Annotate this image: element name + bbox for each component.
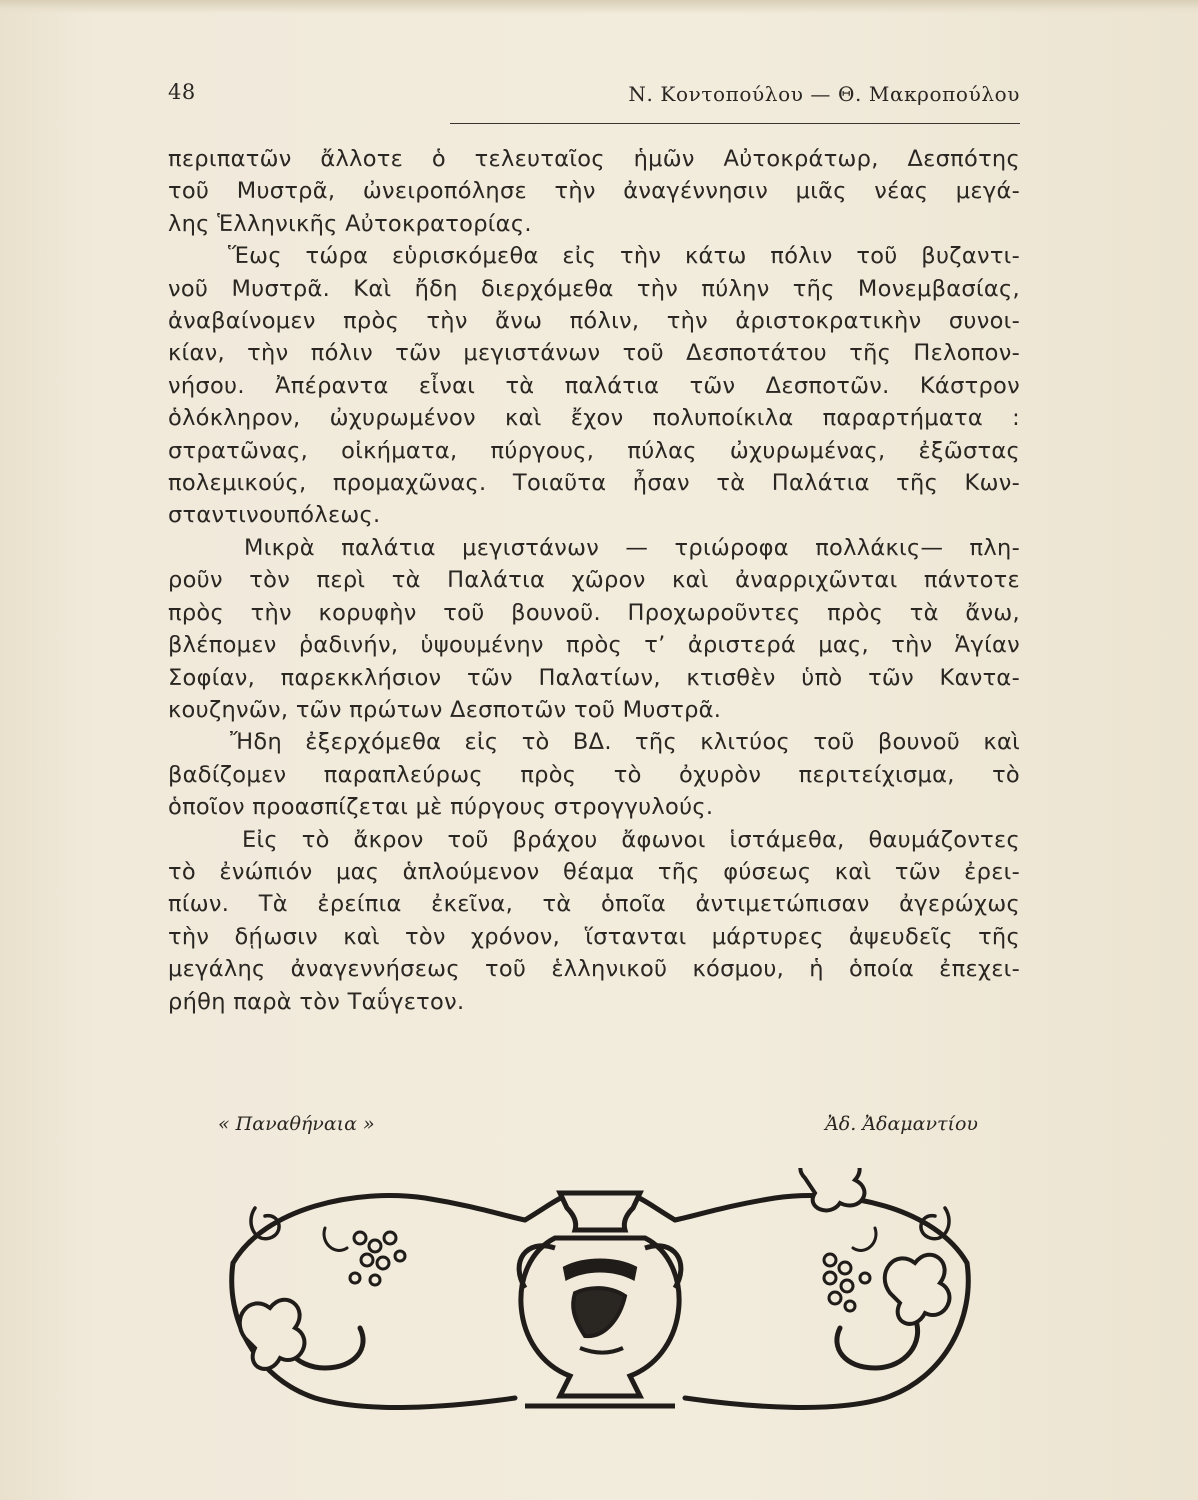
header-rule	[450, 123, 1020, 124]
text-line: περιπατῶν ἄλλοτε ὁ τελευταῖος ἡμῶν Αὐτοκράτωρ, Δεσπότης	[168, 146, 1020, 172]
page-header	[168, 78, 1020, 118]
text-line: Σοφίαν, παρεκκλήσιον τῶν Παλατίων, κτισθὲν ὑπὸ τῶν Καντα-	[168, 664, 1020, 691]
text-line: ὁποῖον προασπίζεται μὲ πύργους στρογγυλούς.	[168, 794, 714, 821]
paragraph-5	[168, 824, 1020, 1018]
text-line: πρὸς τὴν κορυφὴν τοῦ βουνοῦ. Προχωροῦντες πρὸς τὰ ἄνω,	[168, 599, 1020, 626]
text-line: πολεμικούς, προμαχῶνας. Τοιαῦτα ἦσαν τὰ Παλάτια τῆς Κων-	[168, 470, 1020, 497]
text-line: τὸ ἐνώπιόν μας ἁπλούμενον θέαμα τῆς φύσεως καὶ τῶν ἐρει-	[168, 858, 1020, 885]
paragraph-4	[168, 726, 1020, 823]
page-top-edge	[0, 0, 1198, 14]
running-head: Ν. Κοντοπούλου — Θ. Μακροπούλου	[628, 82, 1020, 106]
body-text	[168, 143, 1020, 1018]
paragraph-2	[168, 240, 1020, 532]
text-line: τὴν δῄωσιν καὶ τὸν χρόνον, ἵστανται μάρτυρες ἀψευδεῖς τῆς	[168, 923, 1020, 950]
text-line: Μικρὰ παλάτια μεγιστάνων — τριώροφα πολλάκις— πλη-	[244, 534, 1020, 561]
text-line: βαδίζομεν παραπλεύρως πρὸς τὸ ὀχυρὸν περιτείχισμα, τὸ	[168, 761, 1020, 788]
text-line: ὁλόκληρον, ὠχυρωμένον καὶ ἔχον πολυποίκιλα παραρτήματα :	[168, 405, 1020, 432]
text-line: ἀναβαίνομεν πρὸς τὴν ἄνω πόλιν, τὴν ἀριστοκρατικὴν συνοι-	[168, 308, 1020, 335]
paragraph-3	[168, 532, 1020, 726]
page-number: 48	[168, 80, 196, 104]
text-line: λης Ἑλληνικῆς Αὐτοκρατορίας.	[168, 210, 532, 237]
vase-ornament-icon	[225, 1168, 975, 1418]
text-line: ροῦν τὸν περὶ τὰ Παλάτια χῶρον καὶ ἀναρριχῶνται πάντοτε	[168, 567, 1020, 594]
text-line: Ἕως τώρα εὑρισκόμεθα εἰς τὴν κάτω πόλιν τοῦ βυζαντι-	[228, 243, 1020, 270]
text-line: νοῦ Μυστρᾶ. Καὶ ἤδη διερχόμεθα τὴν πύλην τῆς Μονεμβασίας,	[168, 275, 1020, 302]
text-line: κίαν, τὴν πόλιν τῶν μεγιστάνων τοῦ Δεσποτάτου τῆς Πελοπον-	[168, 340, 1020, 367]
text-line: πίων. Τὰ ἐρείπια ἐκεῖνα, τὰ ὁποῖα ἀντιμετώπισαν ἀγερώχως	[168, 891, 1020, 918]
text-line: στρατῶνας, οἰκήματα, πύργους, πύλας ὠχυρωμένας, ἐξῶστας	[168, 437, 1020, 464]
text-line: νήσου. Ἀπέραντα εἶναι τὰ παλάτια τῶν Δεσποτῶν. Κάστρον	[168, 372, 1020, 399]
source-citation: « Παναθήναια »	[218, 1113, 375, 1135]
text-line: βλέπομεν ῥαδινήν, ὑψουμένην πρὸς τ’ ἀριστερά μας, τὴν Ἁγίαν	[168, 632, 1020, 659]
text-line: τοῦ Μυστρᾶ, ὠνειροπόλησε τὴν ἀναγέννησιν μιᾶς νέας μεγά-	[168, 178, 1020, 205]
author-signature: Ἀδ. Ἀδαμαντίου	[825, 1113, 978, 1135]
text-line: σταντινουπόλεως.	[168, 502, 381, 529]
paragraph-1	[168, 143, 1020, 240]
text-line: Εἰς τὸ ἄκρον τοῦ βράχου ἄφωνοι ἱστάμεθα, θαυμάζοντες	[242, 826, 1020, 853]
text-line: μεγάλης ἀναγεννήσεως τοῦ ἑλληνικοῦ κόσμου, ἡ ὁποία ἐπεχει-	[168, 956, 1020, 983]
signature-row	[218, 1113, 978, 1143]
text-line: ρήθη παρὰ τὸν Ταΰγετον.	[168, 988, 465, 1015]
text-line: Ἤδη ἐξερχόμεθα εἰς τὸ ΒΔ. τῆς κλιτύος τοῦ βουνοῦ καὶ	[230, 729, 1020, 756]
text-line: κουζηνῶν, τῶν πρώτων Δεσποτῶν τοῦ Μυστρᾶ.	[168, 696, 722, 723]
